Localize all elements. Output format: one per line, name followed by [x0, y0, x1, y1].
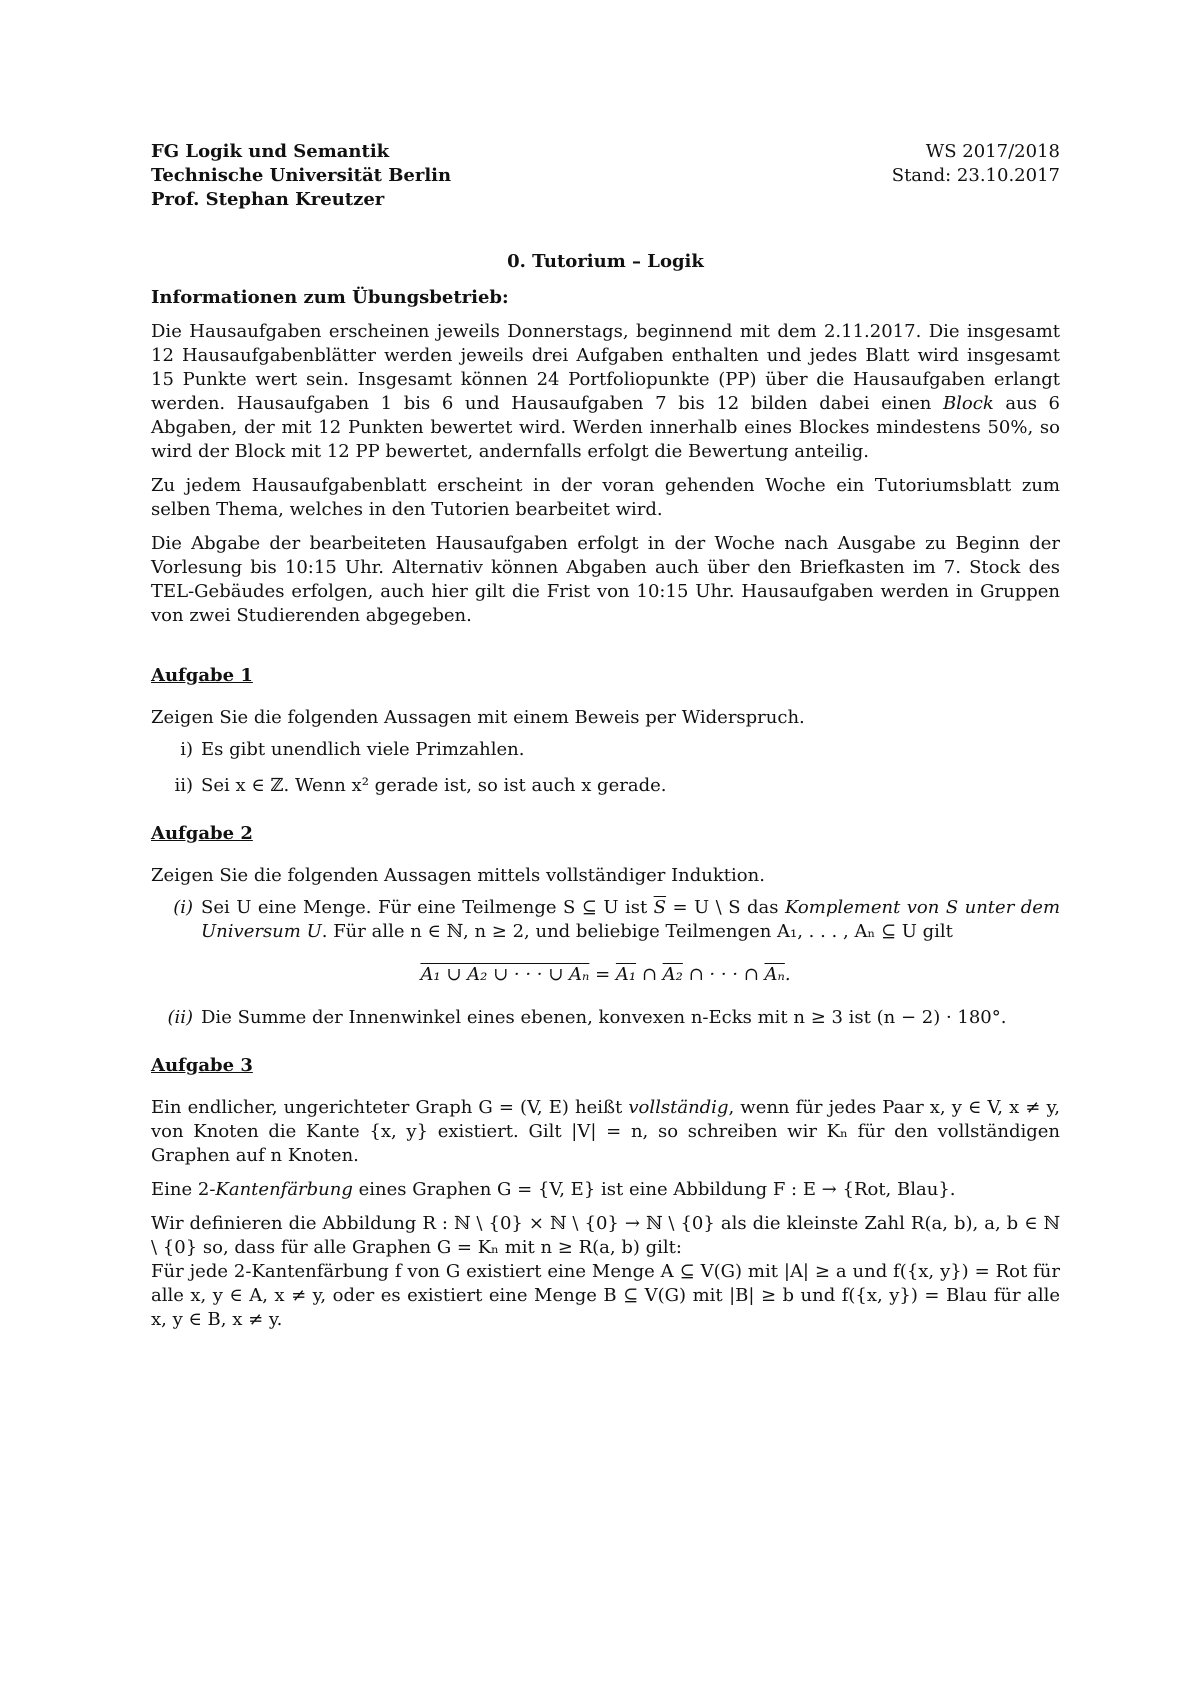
- header-institution: [151, 140, 451, 212]
- header-university: Technische Universität Berlin: [151, 165, 452, 186]
- formula-a2: A₂: [662, 964, 683, 985]
- header-professor: Prof. Stephan Kreutzer: [151, 189, 385, 210]
- exercise-2-list: [151, 896, 1060, 1030]
- formula-lhs: A₁ ∪ A₂ ∪ · · · ∪ Aₙ: [420, 964, 590, 985]
- exercise-1-list: [151, 738, 1060, 798]
- header-group: FG Logik und Semantik: [151, 141, 390, 162]
- ex3-p2-emphasis: Kantenfärbung: [215, 1179, 353, 1200]
- item-text: Sei x ∈ ℤ. Wenn x² gerade ist, so ist auch x gerade.: [201, 775, 667, 796]
- exercise-2-heading: Aufgabe 2: [151, 823, 253, 844]
- formula-cap-2: ∩ · · · ∩: [682, 964, 765, 985]
- item-marker: ii): [174, 775, 193, 796]
- page-title: 0. Tutorium – Logik: [507, 251, 704, 272]
- item-text: [201, 896, 1060, 944]
- exercise-3-paragraph-2: [151, 1178, 1060, 1202]
- header-semester-info: [892, 140, 1060, 212]
- header-date: Stand: 23.10.2017: [891, 165, 1060, 186]
- exercise-3-paragraph-4: Für jede 2-Kantenfärbung f von G existiert eine Menge A ⊆ V(G) mit |A| ≥ a und f({x, y}) = Rot für alle x, y ∈ A, x ≠ y, oder es existiert eine Menge B ⊆ V(G) mit |B| ≥ b und f({x, y}) = Blau für alle x, y ∈ B, x ≠ y.: [151, 1261, 1060, 1330]
- item-marker: (i): [173, 897, 193, 918]
- ex3-p1-text-b: , wenn für jedes Paar x, y ∈ V, x ≠ y, von Knoten die Kante {x, y} existiert. Gilt |V| = n, so schreiben wir Kₙ für den vollständigen Graphen auf n Knoten.: [151, 1097, 1060, 1166]
- item-text: Die Summe der Innenwinkel eines ebenen, konvexen n-Ecks mit n ≥ 3 ist (n − 2) · 180°.: [201, 1007, 1007, 1028]
- item-marker: i): [180, 739, 193, 760]
- ex3-p2-text-b: eines Graphen G = {V, E} ist eine Abbildung F : E → {Rot, Blau}.: [352, 1179, 956, 1200]
- item-marker: (ii): [167, 1007, 193, 1028]
- formula-end: .: [784, 964, 791, 985]
- info-paragraph-3: Die Abgabe der bearbeiteten Hausaufgaben erfolgt in der Woche nach Ausgabe zu Beginn der Vorlesung bis 10:15 Uhr. Alternativ können Abgaben auch über den Briefkasten im 7. Stock des TEL-Gebäudes erfolgen, auch hier gilt die Frist von 10:15 Uhr. Hausaufgaben werden in Gruppen von zwei Studierenden abgegeben.: [151, 533, 1060, 626]
- info-paragraph-1: [151, 320, 1060, 464]
- ex3-p1-emphasis: vollständig: [628, 1097, 729, 1118]
- exercise-1-item-i: [151, 738, 1060, 762]
- ex3-p1-text-a: Ein endlicher, ungerichteter Graph G = (V, E) heißt: [151, 1097, 629, 1118]
- formula-equals: =: [589, 964, 616, 985]
- document-page: [151, 140, 1060, 1332]
- formula-a1: A₁: [615, 964, 637, 985]
- header-semester: WS 2017/2018: [925, 141, 1060, 162]
- info-p1-text-b: aus 6 Abgaben, der mit 12 Punkten bewertet wird. Werden innerhalb eines Blockes mindestens 50%, so wird der Block mit 12 PP bewertet, andernfalls erfolgt die Bewertung anteilig.: [151, 393, 1060, 462]
- info-p1-emphasis: Block: [942, 393, 994, 414]
- exercise-1-heading: Aufgabe 1: [151, 665, 253, 686]
- formula-cap-1: ∩: [636, 964, 663, 985]
- exercise-3-paragraph-1: [151, 1096, 1060, 1168]
- info-paragraph-2: Zu jedem Hausaufgabenblatt erscheint in der voran gehenden Woche ein Tutoriumsblatt zum selben Thema, welches in den Tutorien bearbeitet wird.: [151, 475, 1060, 520]
- exercise-2-item-ii: [151, 1006, 1060, 1030]
- ex3-p2-text-a: Eine 2-: [151, 1179, 216, 1200]
- exercise-3-heading: Aufgabe 3: [151, 1055, 253, 1076]
- de-morgan-formula: [151, 962, 1060, 988]
- item-text: Es gibt unendlich viele Primzahlen.: [201, 739, 525, 760]
- info-heading: Informationen zum Übungsbetrieb:: [151, 287, 509, 308]
- item-emphasis: Komplement von S unter dem Universum U: [201, 897, 1061, 942]
- exercise-3-paragraph-3: Wir definieren die Abbildung R : ℕ \ {0} × ℕ \ {0} → ℕ \ {0} als die kleinste Zahl R(a, b), a, b ∈ ℕ \ {0} so, dass für alle Graphen G = Kₙ mit n ≥ R(a, b) gilt:: [151, 1213, 1060, 1258]
- item-text-c: . Für alle n ∈ ℕ, n ≥ 2, und beliebige Teilmengen A₁, . . . , Aₙ ⊆ U gilt: [321, 921, 953, 942]
- item-text-a: Sei U eine Menge. Für eine Teilmenge S ⊆ U ist: [201, 897, 654, 918]
- document-header: [151, 140, 1060, 212]
- exercise-1-intro: Zeigen Sie die folgenden Aussagen mit einem Beweis per Widerspruch.: [151, 707, 805, 728]
- info-p1-text-a: Die Hausaufgaben erscheinen jeweils Donnerstags, beginnend mit dem 2.11.2017. Die insgesamt 12 Hausaufgabenblätter werden jeweils drei Aufgaben enthalten und jedes Blatt wird insgesamt 15 Punkte wert sein. Insgesamt können 24 Portfoliopunkte (PP) über die Hausaufgaben erlangt werden. Hausaufgaben 1 bis 6 und Hausaufgaben 7 bis 12 bilden dabei einen: [151, 321, 1060, 414]
- item-text-b: = U \ S das: [666, 897, 785, 918]
- complement-symbol: $\overline{S}$: [653, 897, 667, 918]
- exercise-2-item-i: [151, 896, 1060, 944]
- exercise-1-item-ii: [151, 774, 1060, 798]
- exercise-2-intro: Zeigen Sie die folgenden Aussagen mittels vollständiger Induktion.: [151, 865, 765, 886]
- formula-an: $\overline{A_n}$: [764, 964, 785, 985]
